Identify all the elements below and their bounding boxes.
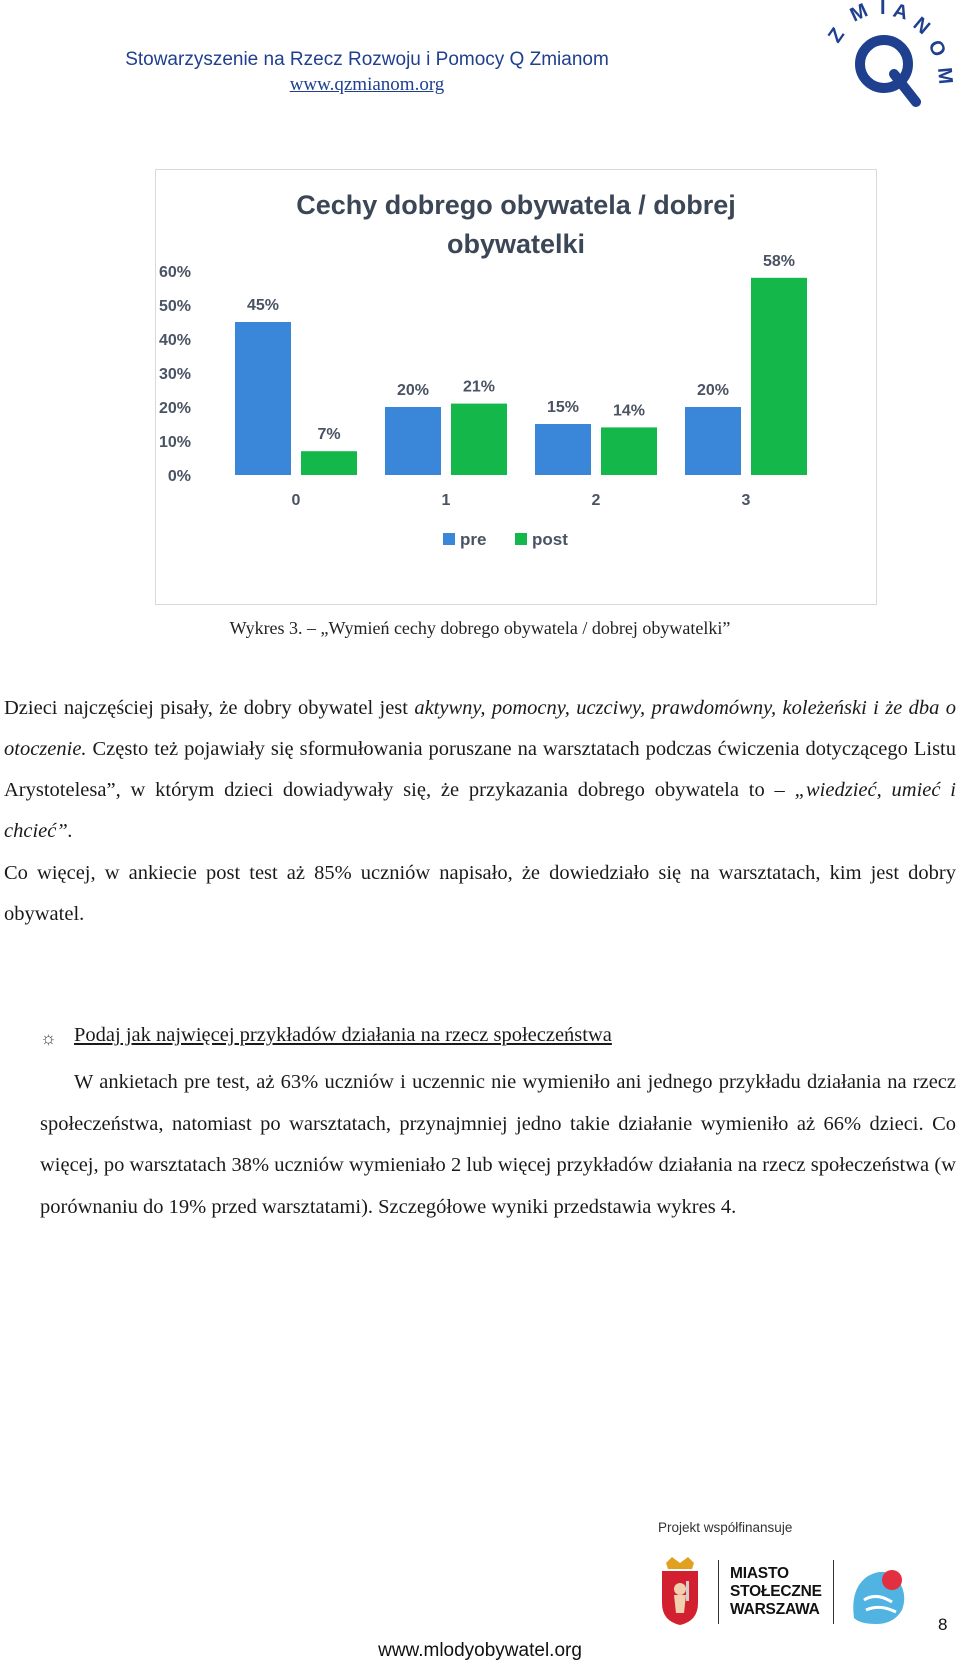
bar-pre-2 [535, 424, 591, 475]
section-heading-row [40, 1024, 940, 1054]
header-website-link[interactable]: www.qzmianom.org [289, 74, 445, 95]
city-line-1: MIASTO [730, 1565, 789, 1582]
paragraph-post-test-result: Co więcej, w ankiecie post test aż 85% uczniów napisało, że dowiedziało się na warsztatach, kim jest dobry obywatel. [4, 862, 956, 925]
x-axis-tick-labels [292, 492, 751, 509]
bar-pre-1 [385, 407, 441, 475]
qzmianom-logo [824, 0, 957, 112]
bar-post-0 [301, 451, 357, 475]
legend-label-post: post [532, 530, 568, 549]
y-axis-tick-labels [159, 264, 191, 485]
paragraph1-italic-traits: aktywny, pomocny, uczciwy, prawdomówny, koleżeński i że dba o otoczenie. [4, 697, 956, 760]
page-number: 8 [938, 1615, 948, 1634]
header-organization-name: Stowarzyszenie na Rzecz Rozwoju i Pomocy Q Zmianom [125, 49, 609, 70]
logo-letter-n: N [908, 12, 934, 40]
paragraph1-text-c: Często też pojawiały się sformułowania poruszane na warsztatach podczas ćwiczenia dotyczącego Listu Arystotelesa”, w którym dzieci dowiadywały się, że przykazania dobrego obywatela to – [4, 738, 956, 801]
x-tick-label: 3 [741, 492, 751, 509]
cofunding-label: Projekt współfinansuje [658, 1520, 793, 1535]
zakochaj-sie-w-warszawie-logo [846, 1558, 916, 1628]
paragraph1-italic-motto: „wiedzieć, umieć i chcieć”. [4, 779, 956, 842]
y-tick-label: 50% [158, 298, 191, 315]
data-label-pre-0: 45% [246, 297, 280, 314]
bar-post-3 [751, 278, 807, 475]
warsaw-coat-of-arms-icon [656, 1555, 704, 1627]
warsaw-city-name [730, 1565, 822, 1619]
chart-legend [443, 530, 568, 549]
bar-pre-3 [685, 407, 741, 475]
chart-container [155, 169, 877, 605]
footer-website-link[interactable]: www.mlodyobywatel.org [378, 1640, 582, 1661]
data-label-post-3: 58% [762, 252, 796, 270]
data-label-pre-2: 15% [546, 399, 580, 416]
y-tick-label: 40% [158, 332, 191, 349]
footer-divider [718, 1560, 719, 1624]
y-tick-label: 30% [158, 366, 191, 383]
section-body-paragraph: W ankietach pre test, aż 63% uczniów i uczennic nie wymieniło ani jednego przykładu działania na rzecz społeczeństwa, natomiast po warsztatach, przynajmniej jedno takie działanie wymieniło aż 66% dzieci. Co więcej, po warsztatach 38% uczniów wymieniało 2 lub więcej przykładów działania na rzecz społeczeństwa (w porównaniu do 19% przed warsztatami). Szczegółowe wyniki przedstawia wykres 4. [40, 1071, 956, 1218]
bar-post-2 [601, 427, 657, 475]
section-heading: Podaj jak najwięcej przykładów działania na rzecz społeczeństwa [74, 1024, 612, 1046]
sun-icon: ☼ [40, 1028, 57, 1048]
legend-swatch-pre [443, 533, 455, 545]
paragraph-good-citizen-traits [4, 688, 956, 852]
y-tick-label: 20% [158, 400, 191, 417]
bar-series [235, 278, 807, 475]
chart-caption: Wykres 3. – „Wymień cechy dobrego obywatela / dobrej obywatelki” [229, 618, 731, 638]
bar-pre-0 [235, 322, 291, 475]
y-tick-label: 0% [167, 468, 191, 485]
city-line-2: STOŁECZNE [730, 1583, 822, 1600]
logo-letter-m2: M [933, 66, 957, 86]
data-label-post-1: 21% [462, 378, 496, 396]
chart-title-line1: Cechy dobrego obywatela / dobrej [296, 190, 736, 220]
legend-swatch-post [515, 533, 527, 545]
bar-chart [156, 170, 876, 604]
data-label-pre-1: 20% [396, 382, 430, 399]
chart-title-line2: obywatelki [446, 229, 586, 259]
y-tick-label: 10% [158, 434, 191, 451]
y-tick-label: 60% [158, 264, 191, 281]
legend-label-pre: pre [460, 530, 487, 549]
logo-letter-i: I [880, 0, 886, 19]
x-tick-label: 0 [291, 492, 301, 509]
data-label-post-0: 7% [317, 426, 341, 444]
data-label-post-2: 14% [612, 402, 646, 420]
logo-letter-o: O [923, 36, 950, 61]
logo-letter-a: A [890, 0, 911, 25]
logo-letter-z: Z [824, 24, 850, 47]
footer-divider-2 [833, 1560, 834, 1624]
logo-letter-m: M [846, 0, 872, 27]
data-label-pre-3: 20% [696, 382, 730, 399]
city-line-3: WARSZAWA [730, 1601, 820, 1618]
bar-post-1 [451, 404, 507, 475]
x-tick-label: 1 [441, 492, 451, 509]
paragraph1-text-a: Dzieci najczęściej pisały, że dobry obywatel jest [4, 697, 415, 719]
x-tick-label: 2 [591, 492, 601, 509]
